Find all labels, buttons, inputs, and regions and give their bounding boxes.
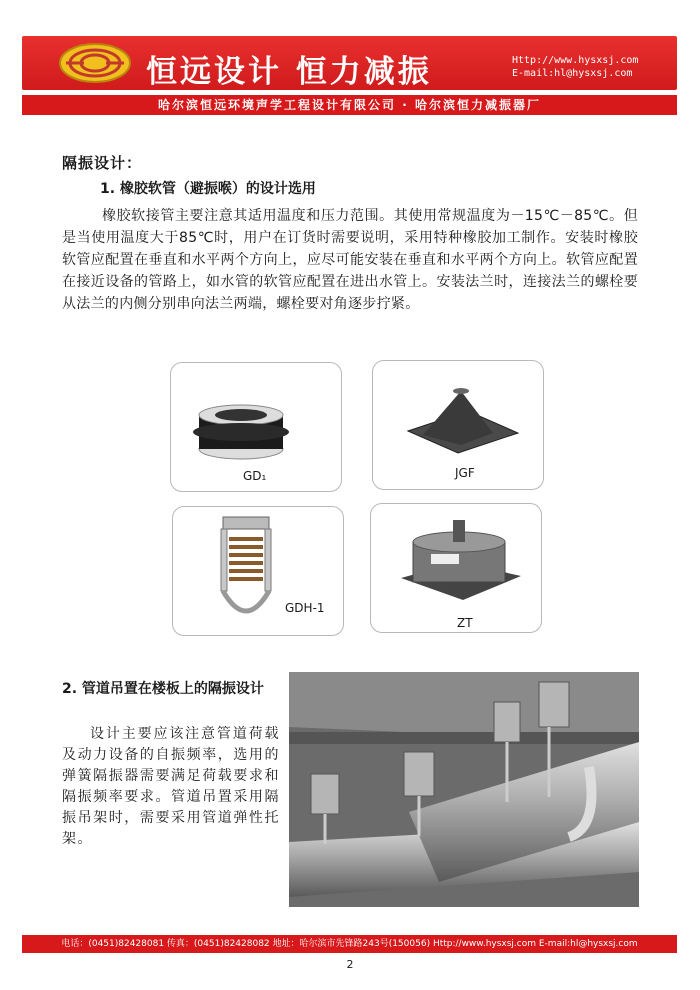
product-card-zt [370, 503, 542, 633]
product-label-jgf: JGF [455, 466, 475, 480]
section-title: 隔振设计： [62, 154, 143, 172]
pipe-hanger-photo [289, 672, 639, 907]
subsection-2-title: 2. 管道吊置在楼板上的隔振设计 [62, 681, 264, 697]
spring-mount-image [371, 504, 541, 632]
company-logo-icon [58, 42, 132, 84]
header-email[interactable]: E-mail:hl@hysxsj.com [512, 68, 633, 79]
product-card-gdh1 [172, 506, 344, 636]
footer-contact: 电话：(0451)82428081 传真：(0451)82428082 地址：哈尔滨市先锋路243号(150056) Http://www.hysxsj.com E-mail:hl@hysxsj.com [22, 935, 677, 953]
product-label-zt: ZT [457, 616, 473, 630]
spring-hanger-image [173, 507, 343, 635]
product-label-gd1: GD₁ [243, 469, 267, 483]
company-line: 哈尔滨恒远环境声学工程设计有限公司 · 哈尔滨恒力减振器厂 [22, 95, 677, 115]
subsection-1-text: 橡胶软接管主要注意其适用温度和压力范围。其使用常规温度为－15℃－85℃。但是当使用温度大于85℃时，用户在订货时需要说明，采用特种橡胶加工制作。安装时橡胶软管应配置在垂直和水平两个方向上，应尽可能安装在垂直和水平两个方向上。软管应配置在接近设备的管路上，如水管的软管应配置在进出水管上。安装法兰时，连接法兰的螺栓要从法兰的内侧分别串向法兰两端，螺栓要对角逐步拧紧。 [62, 208, 638, 312]
header-website[interactable]: Http://www.hysxsj.com [512, 55, 639, 66]
subsection-1-title: 1. 橡胶软管（避振喉）的设计选用 [100, 181, 316, 197]
subsection-2-text: 设计主要应该注意管道荷载及动力设备的自振频率，选用的弹簧隔振器需要满足荷载要求和隔振频率要求。管道吊置采用隔振吊架时，需要采用管道弹性托架。 [62, 726, 280, 847]
header-contact [512, 54, 638, 80]
product-card-jgf [372, 360, 544, 490]
product-card-gd1 [170, 362, 342, 492]
page-number: 2 [346, 958, 354, 971]
brand-title: 恒远设计 恒力减振 [146, 54, 432, 90]
product-label-gdh1: GDH-1 [285, 601, 325, 615]
